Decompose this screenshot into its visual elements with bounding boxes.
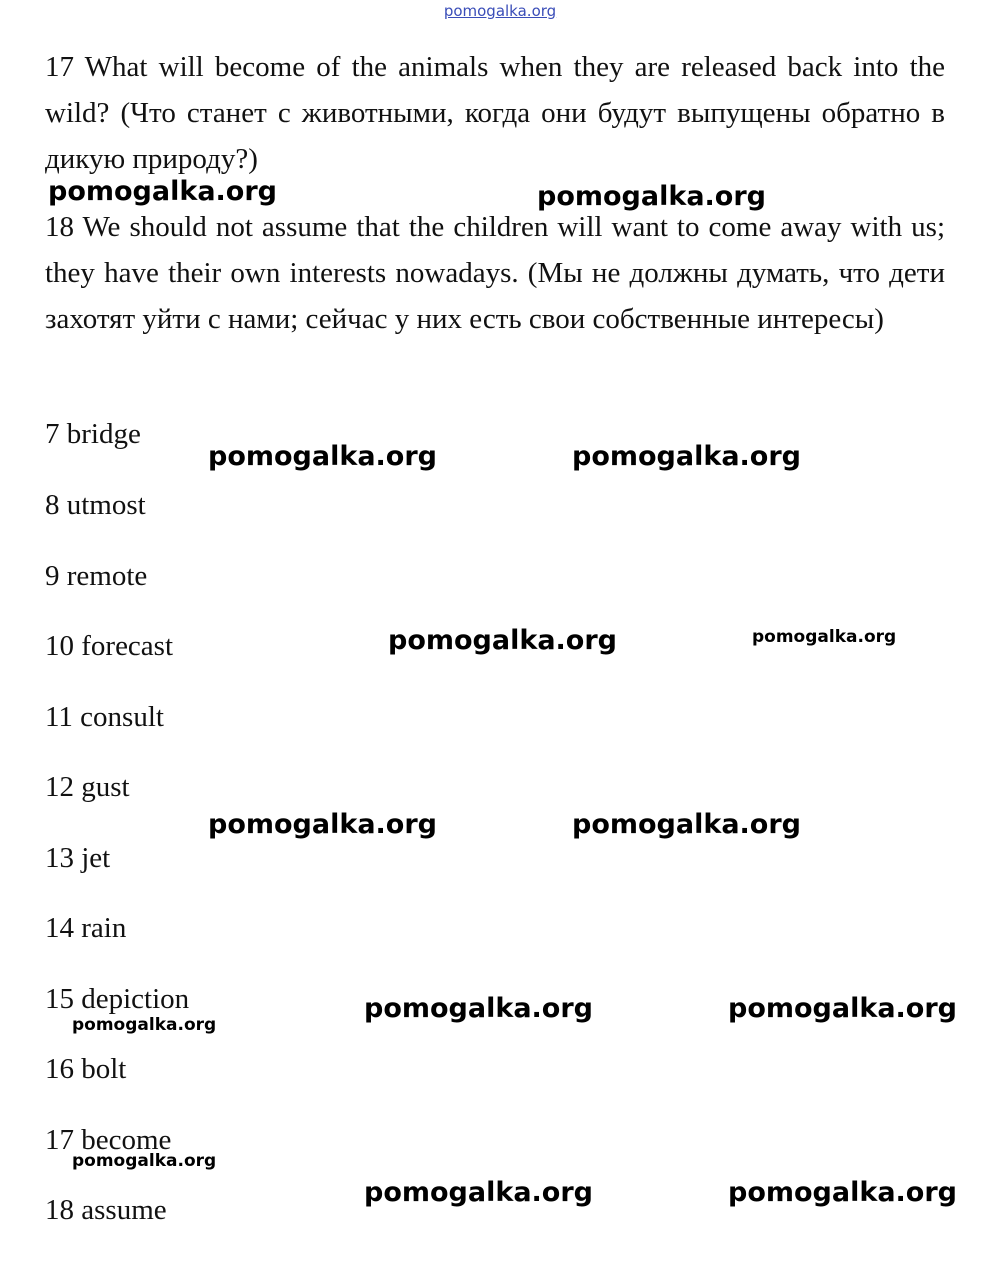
answer-item-10: 10 forecast [45, 630, 174, 662]
watermark: pomogalka.org [572, 809, 801, 840]
watermark: pomogalka.org [728, 1177, 957, 1208]
watermark: pomogalka.org [72, 1015, 217, 1035]
answer-item-16: 16 bolt [45, 1053, 127, 1085]
paragraph-17: 17 What will become of the animals when they are released back into the wild? (Что станет с животными, когда они будут выпущены обратно в дикую природу?) [45, 51, 945, 175]
answer-item-7: 7 bridge [45, 418, 141, 450]
header-site-link[interactable]: pomogalka.org [443, 2, 557, 20]
watermark: pomogalka.org [752, 627, 897, 647]
answer-item-9: 9 remote [45, 560, 148, 592]
watermark: pomogalka.org [364, 993, 593, 1024]
watermark: pomogalka.org [537, 181, 766, 212]
answer-item-13: 13 jet [45, 842, 111, 874]
answer-item-8: 8 utmost [45, 489, 146, 521]
watermark: pomogalka.org [728, 993, 957, 1024]
watermark: pomogalka.org [208, 441, 437, 472]
paragraph-18: 18 We should not assume that the children will want to come away with us; they have their own interests nowadays. (Мы не должны думать, что дети захотят уйти с нами; сейчас у них есть свои собственные интересы) [45, 211, 945, 335]
watermark: pomogalka.org [48, 176, 277, 207]
watermark: pomogalka.org [364, 1177, 593, 1208]
answer-item-17: 17 become [45, 1124, 172, 1156]
answer-item-12: 12 gust [45, 771, 130, 803]
watermark: pomogalka.org [208, 809, 437, 840]
answer-item-11: 11 consult [45, 701, 164, 733]
answer-item-15: 15 depiction [45, 983, 190, 1015]
watermark: pomogalka.org [72, 1151, 217, 1171]
watermark: pomogalka.org [572, 441, 801, 472]
answer-item-14: 14 rain [45, 912, 127, 944]
watermark: pomogalka.org [388, 625, 617, 656]
answer-item-18: 18 assume [45, 1194, 167, 1226]
